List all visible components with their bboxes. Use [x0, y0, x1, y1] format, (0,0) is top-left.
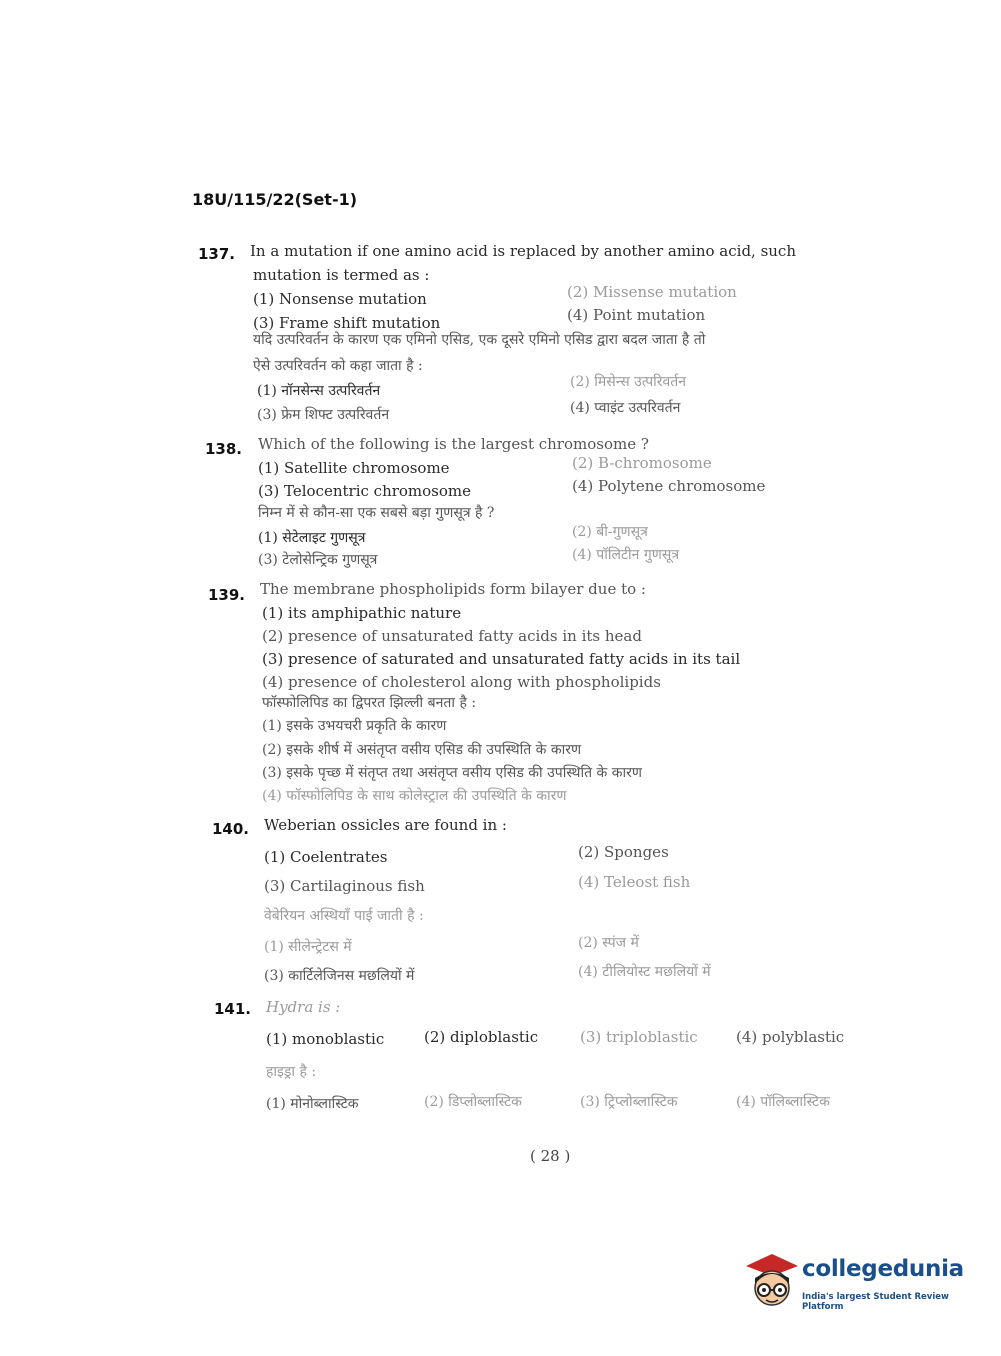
- option-2: (2) Sponges: [578, 843, 669, 861]
- hindi-option-1: (1) इसके उभयचरी प्रकृति के कारण: [262, 718, 447, 734]
- option-1: (1) monoblastic: [266, 1030, 385, 1048]
- option-3: (3) Telocentric chromosome: [258, 482, 472, 500]
- hindi-option-1: (1) सेटेलाइट गुणसूत्र: [258, 530, 366, 546]
- question-number: 138.: [205, 440, 243, 458]
- question-text-line-2: mutation is termed as :: [253, 266, 430, 284]
- hindi-question-line-1: निम्न में से कौन-सा एक सबसे बड़ा गुणसूत्र है ?: [258, 505, 495, 521]
- hindi-option-4: (4) प्वाइंट उत्परिवर्तन: [570, 400, 681, 416]
- hindi-question-line-1: फॉस्फोलिपिड का द्विपरत झिल्ली बनता है :: [262, 695, 477, 711]
- question-number: 140.: [212, 820, 250, 838]
- option-2: (2) presence of unsaturated fatty acids in its head: [262, 627, 642, 645]
- hindi-question-line-1: वेबेरियन अस्थियाँ पाई जाती है :: [264, 908, 424, 924]
- page-number: ( 28 ): [530, 1147, 571, 1165]
- hindi-option-2: (2) मिसेन्स उत्परिवर्तन: [570, 374, 687, 390]
- hindi-option-3: (3) इसके पृच्छ में संतृप्त तथा असंतृप्त वसीय एसिड की उपस्थिति के कारण: [262, 765, 642, 781]
- option-2: (2) B-chromosome: [572, 454, 712, 472]
- hindi-question-line-1: यदि उत्परिवर्तन के कारण एक एमिनो एसिड, एक दूसरे एमिनो एसिड द्वारा बदल जाता है तो: [253, 332, 706, 348]
- question-number: 137.: [198, 245, 236, 263]
- question-text-line-1: In a mutation if one amino acid is replaced by another amino acid, such: [250, 242, 796, 260]
- hindi-option-4: (4) टीलियोस्ट मछलियों में: [578, 964, 711, 980]
- hindi-option-3: (3) ट्रिप्लोब्लास्टिक: [580, 1094, 678, 1110]
- option-3: (3) Frame shift mutation: [253, 314, 441, 332]
- option-4: (4) Point mutation: [567, 306, 706, 324]
- hindi-option-2: (2) बी-गुणसूत्र: [572, 524, 648, 540]
- hindi-option-1: (1) सीलेन्ट्रेटस में: [264, 939, 352, 955]
- hindi-option-4: (4) पॉलिब्लास्टिक: [736, 1094, 830, 1110]
- hindi-option-2: (2) स्पंज में: [578, 935, 639, 951]
- question-number: 139.: [208, 586, 246, 604]
- hindi-option-2: (2) डिप्लोब्लास्टिक: [424, 1094, 522, 1110]
- question-number: 141.: [214, 1000, 252, 1018]
- option-4: (4) Polytene chromosome: [572, 477, 766, 495]
- option-1: (1) its amphipathic nature: [262, 604, 462, 622]
- hindi-option-1: (1) नॉनसेन्स उत्परिवर्तन: [257, 383, 381, 399]
- option-4: (4) polyblastic: [736, 1028, 845, 1046]
- hindi-option-3: (3) कार्टिलेजिनस मछलियों में: [264, 968, 415, 984]
- question-text-line-1: Which of the following is the largest chromosome ?: [258, 435, 649, 453]
- hindi-question-line-2: ऐसे उत्परिवर्तन को कहा जाता है :: [253, 358, 423, 374]
- logo-tagline: India's largest Student Review Platform: [802, 1292, 949, 1312]
- question-text-line-1: The membrane phospholipids form bilayer due to :: [260, 580, 646, 598]
- option-1: (1) Nonsense mutation: [253, 290, 427, 308]
- option-4: (4) presence of cholesterol along with phospholipids: [262, 673, 661, 691]
- hindi-option-4: (4) फॉस्फोलिपिड के साथ कोलेस्ट्राल की उपस्थिति के कारण: [262, 788, 567, 804]
- question-text-line-1: Hydra is :: [266, 998, 341, 1016]
- hindi-option-2: (2) इसके शीर्ष में असंतृप्त वसीय एसिड की उपस्थिति के कारण: [262, 742, 582, 758]
- mascot-icon: [742, 1250, 800, 1310]
- option-3: (3) triploblastic: [580, 1028, 698, 1046]
- option-1: (1) Satellite chromosome: [258, 459, 450, 477]
- hindi-option-3: (3) फ्रेम शिफ्ट उत्परिवर्तन: [257, 407, 390, 423]
- option-3: (3) presence of saturated and unsaturated fatty acids in its tail: [262, 650, 741, 668]
- option-3: (3) Cartilaginous fish: [264, 877, 425, 895]
- hindi-option-1: (1) मोनोब्लास्टिक: [266, 1096, 359, 1112]
- hindi-question-line-1: हाइड्रा है :: [266, 1064, 317, 1080]
- paper-code: 18U/115/22(Set-1): [192, 190, 358, 209]
- logo-name: collegedunia: [802, 1256, 964, 1282]
- option-4: (4) Teleost fish: [578, 873, 691, 891]
- collegedunia-logo: [742, 1250, 972, 1310]
- question-text-line-1: Weberian ossicles are found in :: [264, 816, 507, 834]
- hindi-option-3: (3) टेलोसेन्ट्रिक गुणसूत्र: [258, 552, 378, 568]
- option-2: (2) Missense mutation: [567, 283, 737, 301]
- hindi-option-4: (4) पॉलिटीन गुणसूत्र: [572, 547, 680, 563]
- option-2: (2) diploblastic: [424, 1028, 539, 1046]
- option-1: (1) Coelentrates: [264, 848, 388, 866]
